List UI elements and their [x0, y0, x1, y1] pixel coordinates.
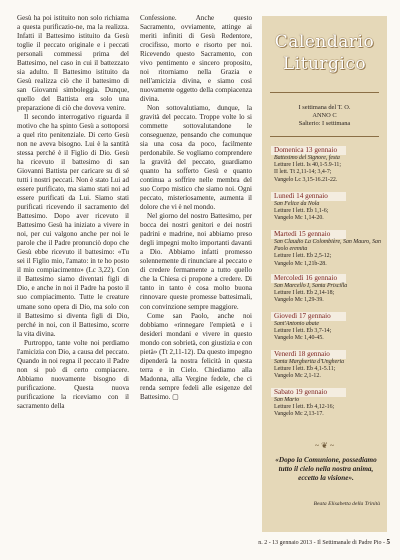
saint-name: San Felice da Nola: [274, 201, 320, 207]
day-entry: [262, 230, 387, 268]
day-entry: [262, 350, 387, 381]
week-info: [262, 104, 387, 128]
paragraph: Il secondo interrogativo riguarda il motivo che ha spinto Gesù a sottoporsi a quel rito penitenziale. Di certo Gesù non ne aveva bisogno. Lui è la santità stessa perché è il Figlio di Dio. Gesù ha ricevuto il battesimo di san Giovanni Battista per caricare su di sé tutti i nostri peccati. Non è stato Lui ad essere purificato, ma siamo stati noi ad essere purificati da Lui. Siamo stati purificati ricevendo il sacramento del Battesimo. Dopo aver ricevuto il Battesimo Gesù ha iniziato a vivere in noi, per cui valgono anche per noi le parole che il Padre pronunciò dopo che Gesù ebbe ricevuto il battesimo: «Tu sei il Figlio mio, l'amato: in te ho posto il mio compiacimento» (Lc 3,22). Con il Battesimo siamo diventati figli di Dio, e anche in noi il Padre ha posto il suo compiacimento. Tutte le creature umane sono opera di Dio, ma solo con il Battesimo si diventa figli di Dio, perché in noi, con il Battesimo, scorre la vita divina.: [17, 113, 129, 338]
saint-name: Santa Margherita d'Ungheria: [274, 359, 345, 365]
reading: Vangelo Lc 3,15-16.21-22.: [274, 176, 338, 183]
saint-name: Battesimo del Signore, festa: [274, 155, 340, 161]
paragraph: Purtroppo, tante volte noi perdiamo l'amicizia con Dio, a causa del peccato. Quando in noi regna il peccato il Padre non si può di certo compiacere. Abbiamo nuovamente bisogno di purificazione. Questa nuova purificazione la riceviamo con il sacramento della: [17, 338, 129, 410]
reading: Vangelo Mc 1,21b-28.: [274, 260, 327, 267]
saint-name: San Mario: [274, 397, 300, 403]
ornament-icon: ~ ❦ ~: [314, 441, 335, 450]
reading: Vangelo Mc 1,40-45.: [274, 335, 324, 342]
reading: Letture I lett. Eb 4,1-5.11;: [274, 366, 336, 373]
day-entry: [262, 388, 387, 419]
day-entry: [262, 312, 387, 343]
paragraph: Nel giorno del nostro Battesimo, per bocca dei nostri genitori e dei nostri padrini e madrine, noi abbiamo preso degli impegni molto importanti davanti a Dio. Abbiamo infatti promesso solennemente di rinunciare al peccato e di credere fermamente a tutto quello che la Chiesa ci propone a credere. Di tanto in tanto è cosa molto buona rinnovare queste promesse battesimali, con convinzione sempre maggiore.: [140, 212, 252, 311]
day-entry: [262, 274, 387, 305]
divider: [270, 136, 379, 137]
day-heading: Martedì 15 gennaio: [271, 230, 346, 239]
reading: Letture I lett. Eb 1,1-6;: [274, 208, 329, 215]
day-heading: Sabato 19 gennaio: [271, 388, 346, 397]
reading: Vangelo Mc 2,1-12.: [274, 373, 321, 380]
article-column-2: [140, 14, 252, 402]
reading: Vangelo Mc 1,29-39.: [274, 297, 324, 304]
day-heading: Giovedì 17 gennaio: [271, 312, 346, 321]
footer-text: n. 2 - 13 gennaio 2013 - Il Settimanale di Padre Pio -: [258, 540, 385, 546]
day-heading: Domenica 13 gennaio: [271, 146, 346, 155]
sidebar-title: Calendario: [274, 32, 375, 52]
psalter-label: Salterio: I settimana: [298, 120, 351, 127]
day-entry: [262, 146, 387, 184]
sidebar-subtitle: Liturgico: [282, 54, 367, 74]
quote-author: Beata Elisabetta della Trinità: [313, 501, 380, 507]
reading: Letture I lett. Eb 4,12-16;: [274, 404, 335, 411]
day-heading: Venerdì 18 gennaio: [271, 350, 346, 359]
saint-name: San Marcello I, Santa Priscilla: [274, 283, 348, 289]
reading: Vangelo Mc 1,14-20.: [274, 215, 324, 222]
day-entry: [262, 192, 387, 223]
article-column-1: [17, 14, 129, 411]
liturgical-calendar-sidebar: [262, 16, 387, 532]
divider: [270, 92, 379, 93]
page-number: 5: [386, 538, 390, 546]
reading: Letture I lett. Eb 2,5-12;: [274, 253, 332, 260]
saint-name: Sant'Antonio abate: [274, 321, 319, 327]
paragraph: Gesù ha poi istituito non solo richiama a questa purificazio-ne, ma la realizza. Infatti il Battesimo istituito da Gesù toglie il peccato originale e i peccati personali commessi prima del Battesimo, nel caso in cui il battezzato sia adulto. Il Battesimo istituito da Gesù realizza ciò che il battesimo di san Giovanni simboleggia. Dunque, quello del Battista era solo una preparazione di ciò che doveva venire.: [17, 14, 129, 113]
reading: Letture I lett. Is 40,1-5.9-11;: [274, 162, 342, 169]
paragraph: Come san Paolo, anche noi dobbiamo «rinnegare l'empietà e i desideri mondani e vivere in questo mondo con sobrietà, con giustizia e con pietà» (Tt 2,11-12). Da questo impegno dipenderà la nostra felicità in questa terra e in Cielo. Chiediamo alla Madonna, alla Vergine fedele, che ci renda sempre fedeli alle esigenze del Battesimo. ▢: [140, 311, 252, 401]
paragraph: Confessione. Anche questo Sacramento, ovviamente, attinge ai meriti infiniti di Gesù Redentore, crocifisso, morto e risorto per noi. Ricevendo questo Sacramento, con vivo pentimento e sincero proposito, noi ritorniamo nella Grazia e nell'amicizia divina, e siamo così nuovamente oggetto della compiacenza divina.: [140, 14, 252, 104]
reading: Letture I lett. Eb 3,7-14;: [274, 328, 332, 335]
week-label: I settimana del T. O.: [298, 104, 351, 111]
year-label: ANNO C: [312, 112, 337, 119]
reading: Vangelo Mc 2,13-17.: [274, 411, 324, 418]
saint-name: San Claudio La Colombière, San Mauro, San Paolo eremita: [274, 239, 381, 253]
reading: Letture I lett. Eb 2,14-18;: [274, 290, 335, 297]
reading: II lett. Tt 2,11-14; 3,4-7;: [274, 169, 332, 176]
day-heading: Mercoledì 16 gennaio: [271, 274, 346, 283]
prayer-quote: «Dopo la Comunione, possediamo tutto il cielo nella nostra anima, eccetto la visione».: [275, 456, 377, 482]
page-footer: [130, 538, 390, 546]
day-heading: Lunedì 14 gennaio: [271, 192, 346, 201]
paragraph: Non sottovalutiamo, dunque, la gravità del peccato. Troppe volte lo si commette sottovalutandone le conseguenze, pensando che comunque sia una cosa da poco, facilmente perdonabile. Se vogliamo comprendere la gravità del peccato, guardiamo quanto ha sofferto Gesù e quanto continua a soffrire nelle membra del suo Corpo mistico che siamo noi. Ogni peccato, misteriosamente, aumenta il dolore che vi è nel mondo.: [140, 104, 252, 212]
